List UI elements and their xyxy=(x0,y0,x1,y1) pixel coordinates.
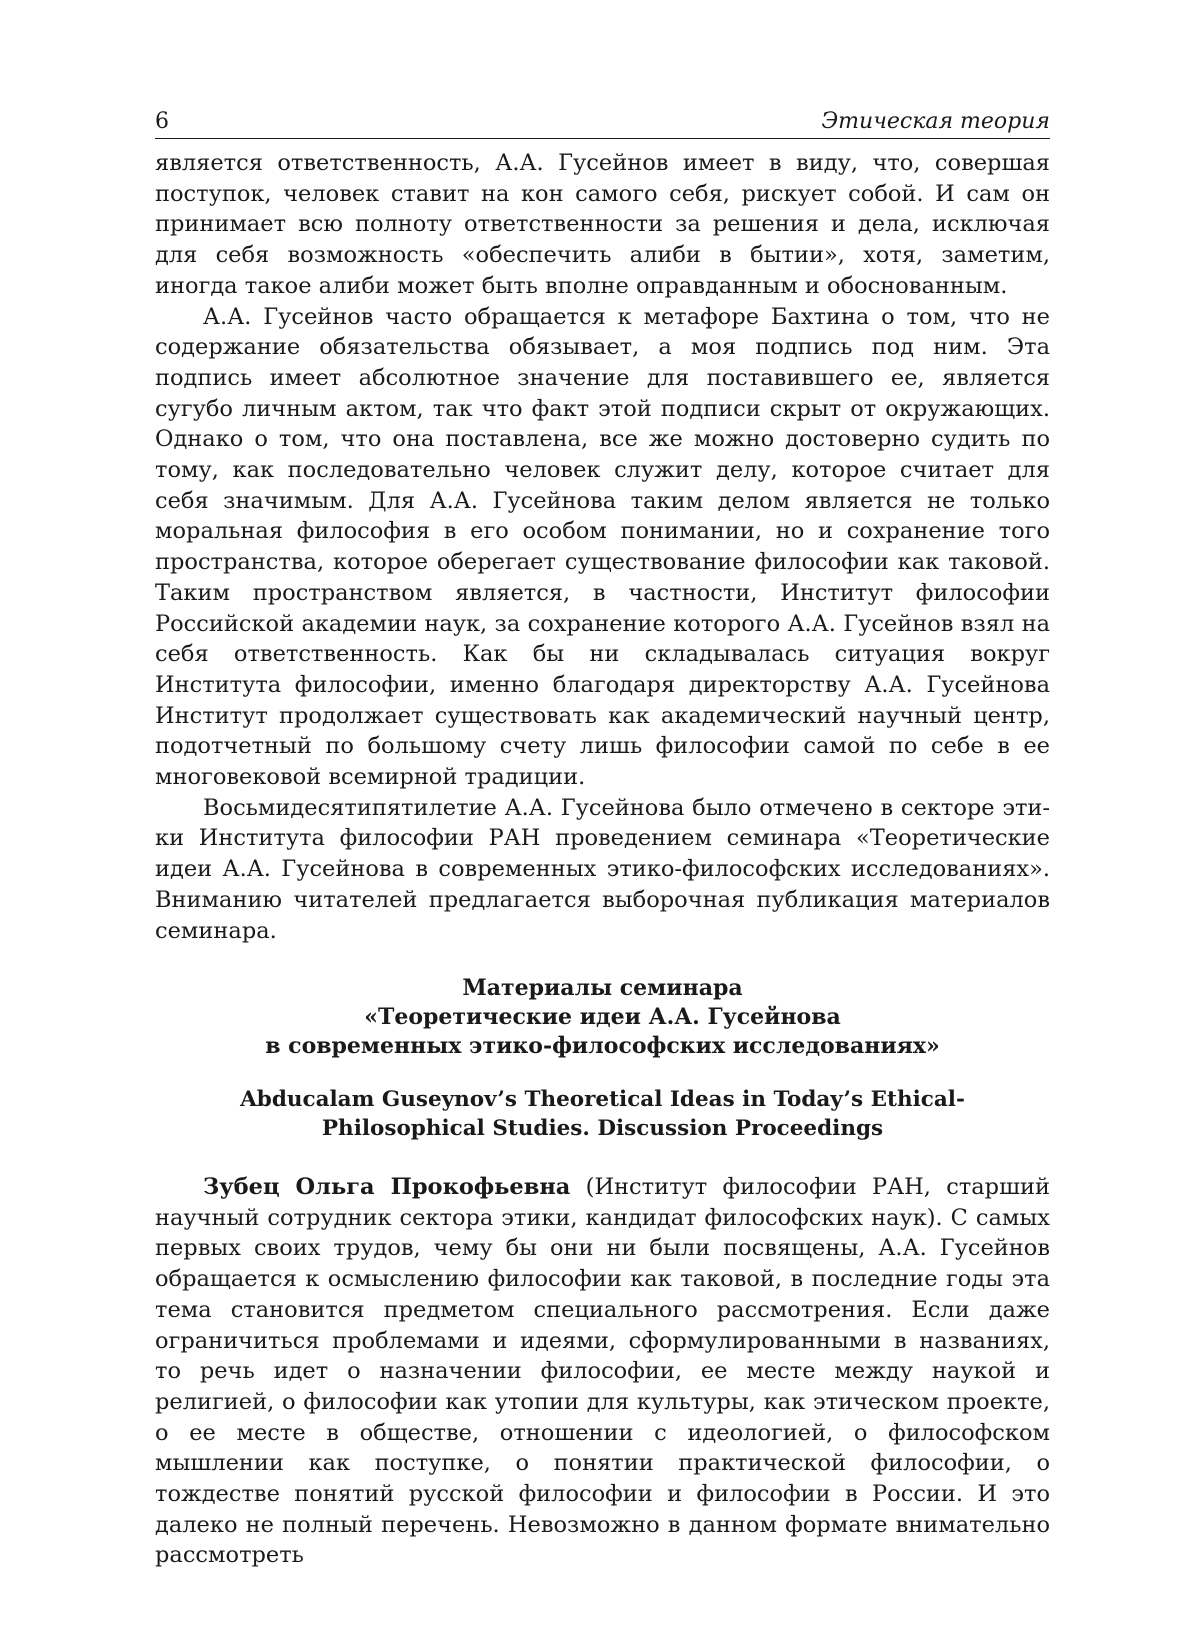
intro-text xyxy=(155,148,1050,946)
contributor-text: (Институт философии РАН, старший научный сотрудник сектора этики, кандидат философских наук). С самых первых своих трудов, чему бы они ни были посвящены, А.А. Гусейнов обращается к осмыслению философии как таковой, в последние годы эта тема становится предметом специального рассмотрения. Если даже ограничиться проблемами и идеями, сформулированными в названиях, то речь идет о назначении философии, ее месте между наукой и религией, о философии как утопии для культуры, как этическом проекте, о ее месте в обществе, отношении с идеологией, о философском мышлении как поступке, о понятии практической философии, о тождестве понятий русской философии и философии в России. И это далеко не полный перечень. Невозможно в данном формате внимательно рассмотреть xyxy=(155,1174,1050,1569)
contributor-section xyxy=(155,1172,1050,1571)
seminar-heading-line-1: Материалы семинара xyxy=(462,975,743,1001)
seminar-heading-line-3: в современных этико-философских исследованиях» xyxy=(265,1033,940,1059)
seminar-heading xyxy=(155,974,1050,1061)
contributor-paragraph xyxy=(155,1172,1050,1571)
intro-paragraph-1: является ответственность, А.А. Гусейнов имеет в виду, что, совершая поступок, человек ставит на кон самого себя, рискует собой. И сам он принимает всю полноту ответственности за решения и дела, исключая для себя возможность «обеспечить алиби в бытии», хотя, заметим, иногда такое алиби может быть вполне оправданным и обоснованным. xyxy=(155,150,1050,299)
seminar-heading-line-2: «Теоретические идеи А.А. Гусейнова xyxy=(364,1004,841,1030)
running-head xyxy=(155,106,1050,139)
page-number: 6 xyxy=(155,109,169,134)
section-title: Этическая теория xyxy=(821,109,1050,134)
author-name: Зубец Ольга Прокофьевна xyxy=(203,1174,571,1200)
intro-paragraph-2: А.А. Гусейнов часто обращается к метафоре Бахтина о том, что не содержание обязательства обязывает, а моя подпись под ним. Эта подпись имеет абсолютное значение для поставившего ее, является сугубо личным актом, так что факт этой подписи скрыт от окружающих. Однако о том, что она поставлена, все же можно достоверно судить по тому, как последовательно человек служит делу, которое считает для себя значимым. Для А.А. Гусейнова таким делом является не только моральная философия в его особом понимании, но и сохранение того пространства, которое оберегает существование философии как таковой. Таким пространством является, в частности, Институт философии Российской академии наук, за сохранение которого А.А. Гусейнов взял на себя ответственность. Как бы ни складывалась ситуация вокруг Института философии, именно благодаря директорству А.А. Гусейнова Институт продолжает существовать как академический научный центр, подотчетный по большому счету лишь философии самой по себе в ее многовековой всемирной традиции. xyxy=(155,303,1050,791)
english-heading: Abducalam Guseynov’s Theoretical Ideas in Today’s Ethical-Philosophical Studies. Discussion Proceedings xyxy=(240,1087,965,1141)
intro-paragraph-3: Восьмидесятипятилетие А.А. Гусейнова было отмечено в секторе этики Института философии РАН проведением семинара «Теоретические идеи А.А. Гусейнова в современных этико-философских исследованиях». Вниманию читателей предлагается выборочная публикация материалов семинара. xyxy=(155,794,1050,944)
